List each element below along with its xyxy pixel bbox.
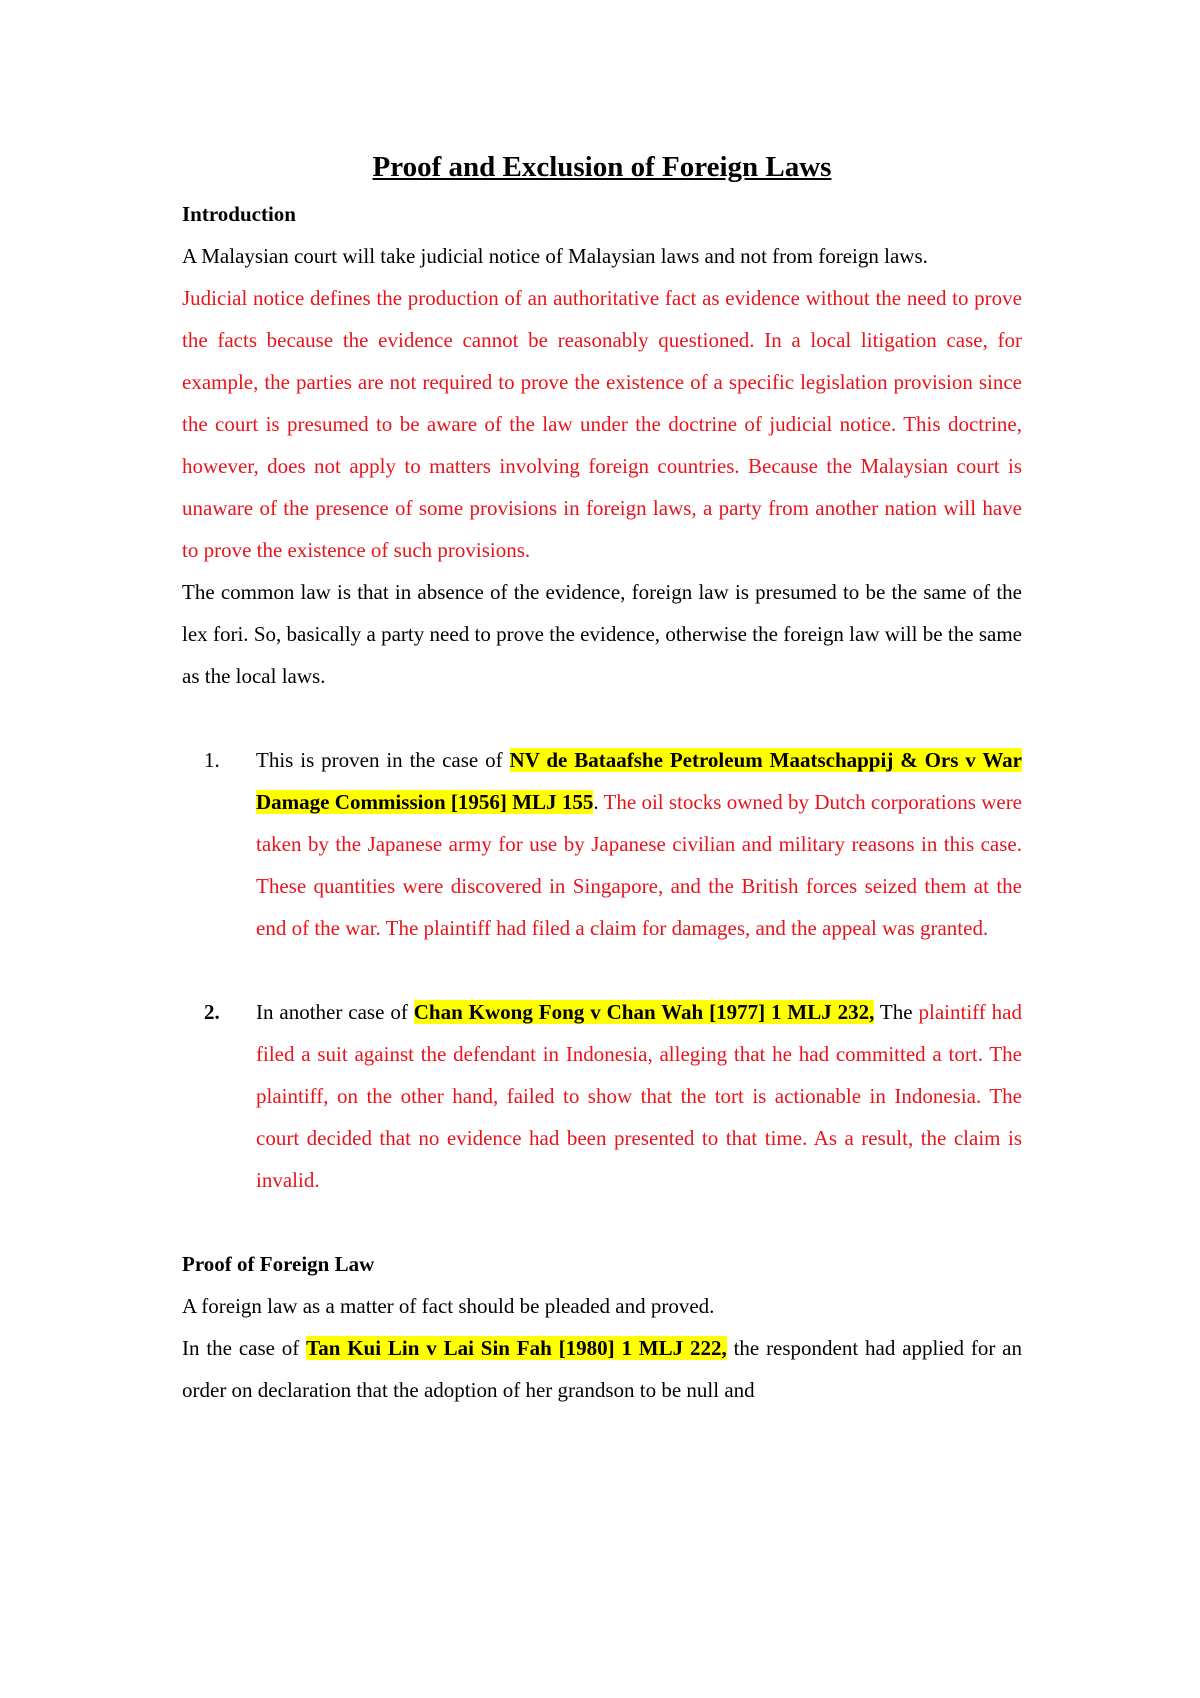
document-page [182, 145, 1022, 1411]
case-1-lead: This is proven in the case of [256, 748, 510, 772]
proof-p2-citation: Tan Kui Lin v Lai Sin Fah [1980] 1 MLJ 222, [306, 1336, 727, 1360]
case-1-after-citation: . [593, 790, 599, 814]
case-number-1: 1. [204, 748, 220, 772]
proof-p2-rest: the respondent had applied for an order on declaration that the adoption of her grandson to be null and [182, 1336, 1022, 1402]
case-number-2: 2. [204, 1000, 220, 1024]
case-item-1 [182, 739, 1022, 949]
spacer [182, 949, 1022, 991]
case-1-summary: The oil stocks owned by Dutch corporations were taken by the Japanese army for use by Japanese civilian and military reasons in this case. These quantities were discovered in Singapore, and the British forces seized them at the end of the war. The plaintiff had filed a claim for damages, and the appeal was granted. [256, 790, 1023, 940]
intro-paragraph-1: A Malaysian court will take judicial notice of Malaysian laws and not from foreign laws. [182, 244, 928, 268]
case-2-summary: plaintiff had filed a suit against the defendant in Indonesia, alleging that he had committed a tort. The plaintiff, on the other hand, failed to show that the tort is actionable in Indonesia. The court decided that no evidence had been presented to that time. As a result, the claim is invalid. [256, 1000, 1022, 1192]
case-1-citation: NV de Bataafshe Petroleum Maatschappij & Ors v War Damage Commission [1956] MLJ 155 [256, 748, 1022, 814]
case-2-lead: In another case of [256, 1000, 414, 1024]
document-title: Proof and Exclusion of Foreign Laws [372, 151, 832, 183]
proof-heading: Proof of Foreign Law [182, 1252, 375, 1276]
judicial-notice-paragraph: Judicial notice defines the production of an authoritative fact as evidence without the need to prove the facts because the evidence cannot be reasonably questioned. In a local litigation case, for example, the parties are not required to prove the existence of a specific legislation provision since the court is presumed to be aware of the law under the doctrine of judicial notice. This doctrine, however, does not apply to matters involving foreign countries. Because the Malaysian court is unaware of the presence of some provisions in foreign laws, a party from another nation will have to prove the existence of such provisions. [182, 286, 1022, 562]
spacer [182, 697, 1022, 739]
case-list-2 [182, 991, 1022, 1201]
introduction-heading: Introduction [182, 202, 296, 226]
proof-p2-lead: In the case of [182, 1336, 307, 1360]
case-item-2 [182, 991, 1022, 1201]
proof-paragraph-1: A foreign law as a matter of fact should be pleaded and proved. [182, 1294, 715, 1318]
proof-paragraph-2 [182, 1327, 1022, 1411]
spacer [182, 1201, 1022, 1243]
case-list [182, 739, 1022, 949]
case-2-after-citation: The [874, 1000, 913, 1024]
case-2-citation: Chan Kwong Fong v Chan Wah [1977] 1 MLJ 232, [413, 1000, 875, 1024]
common-law-paragraph: The common law is that in absence of the evidence, foreign law is presumed to be the same of the lex fori. So, basically a party need to prove the evidence, otherwise the foreign law will be the same as the local laws. [182, 580, 1022, 688]
